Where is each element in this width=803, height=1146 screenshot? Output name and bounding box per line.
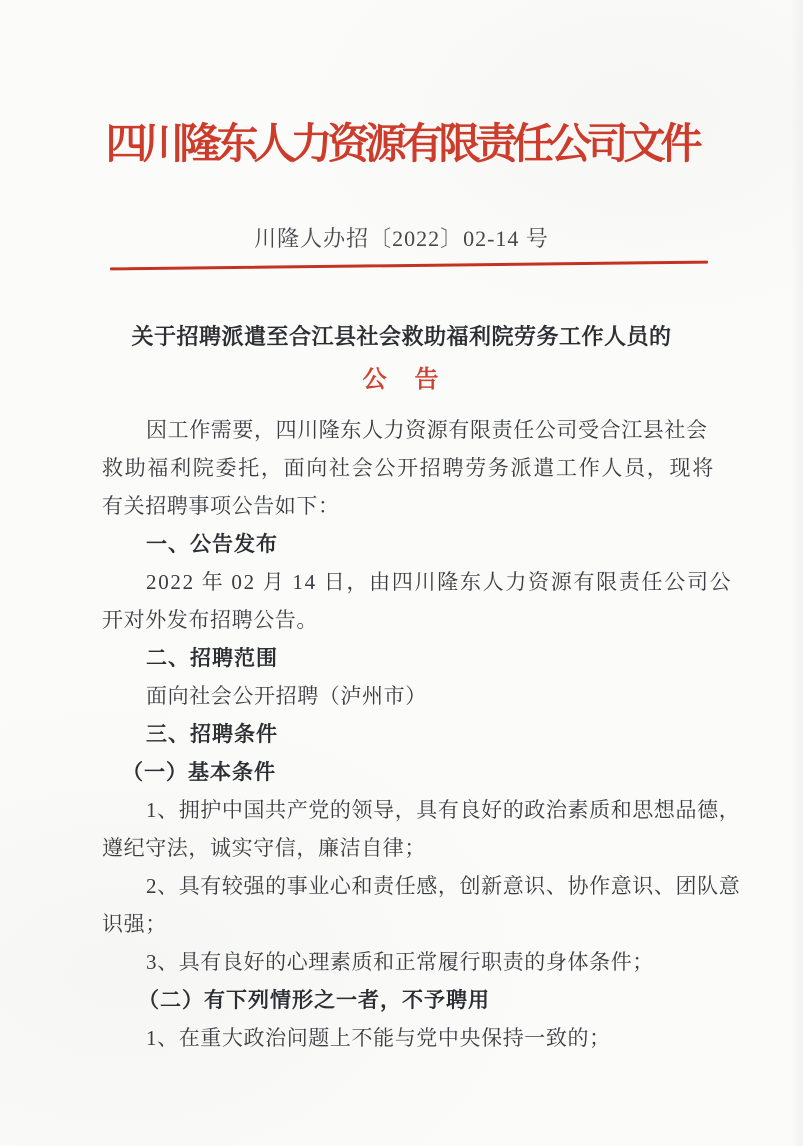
body-line: 识强； [102, 912, 167, 936]
body-line: （一）基本条件 [122, 760, 276, 784]
body-line: 开对外发布招聘公告。 [102, 608, 318, 632]
body-line: 有关招聘事项公告如下： [102, 494, 340, 518]
document-number: 川隆人办招〔2022〕02-14 号 [254, 226, 549, 251]
body-line: 遵纪守法，诚实守信，廉洁自律； [102, 836, 426, 860]
notice-title: 关于招聘派遣至合江县社会救助福利院劳务工作人员的 [131, 324, 672, 349]
body-line: 一、公告发布 [146, 532, 278, 556]
body-line: 3、具有良好的心理素质和正常履行职责的身体条件； [146, 950, 654, 974]
body-line: 三、招聘条件 [146, 722, 278, 746]
body-line: 因工作需要，四川隆东人力资源有限责任公司受合江县社会 [146, 418, 708, 442]
body-line: 面向社会公开招聘（泸州市） [146, 684, 427, 708]
body-line: （二）有下列情形之一者，不予聘用 [138, 988, 490, 1012]
body-line: 1、在重大政治问题上不能与党中央保持一致的； [146, 1026, 611, 1050]
body-line: 1、拥护中国共产党的领导，具有良好的政治素质和思想品德， [146, 798, 741, 822]
red-separator-line [110, 261, 708, 271]
letterhead-title: 四川隆东人力资源有限责任公司文件 [105, 122, 698, 168]
body-line: 二、招聘范围 [146, 646, 278, 670]
notice-subtitle: 公 告 [362, 367, 441, 393]
body-line: 2、具有较强的事业心和责任感，创新意识、协作意识、团队意 [146, 874, 741, 898]
document-body [102, 411, 741, 1057]
body-line: 救助福利院委托，面向社会公开招聘劳务派遣工作人员，现将 [102, 456, 715, 480]
body-line: 2022 年 02 月 14 日，由四川隆东人力资源有限责任公司公 [146, 570, 733, 594]
